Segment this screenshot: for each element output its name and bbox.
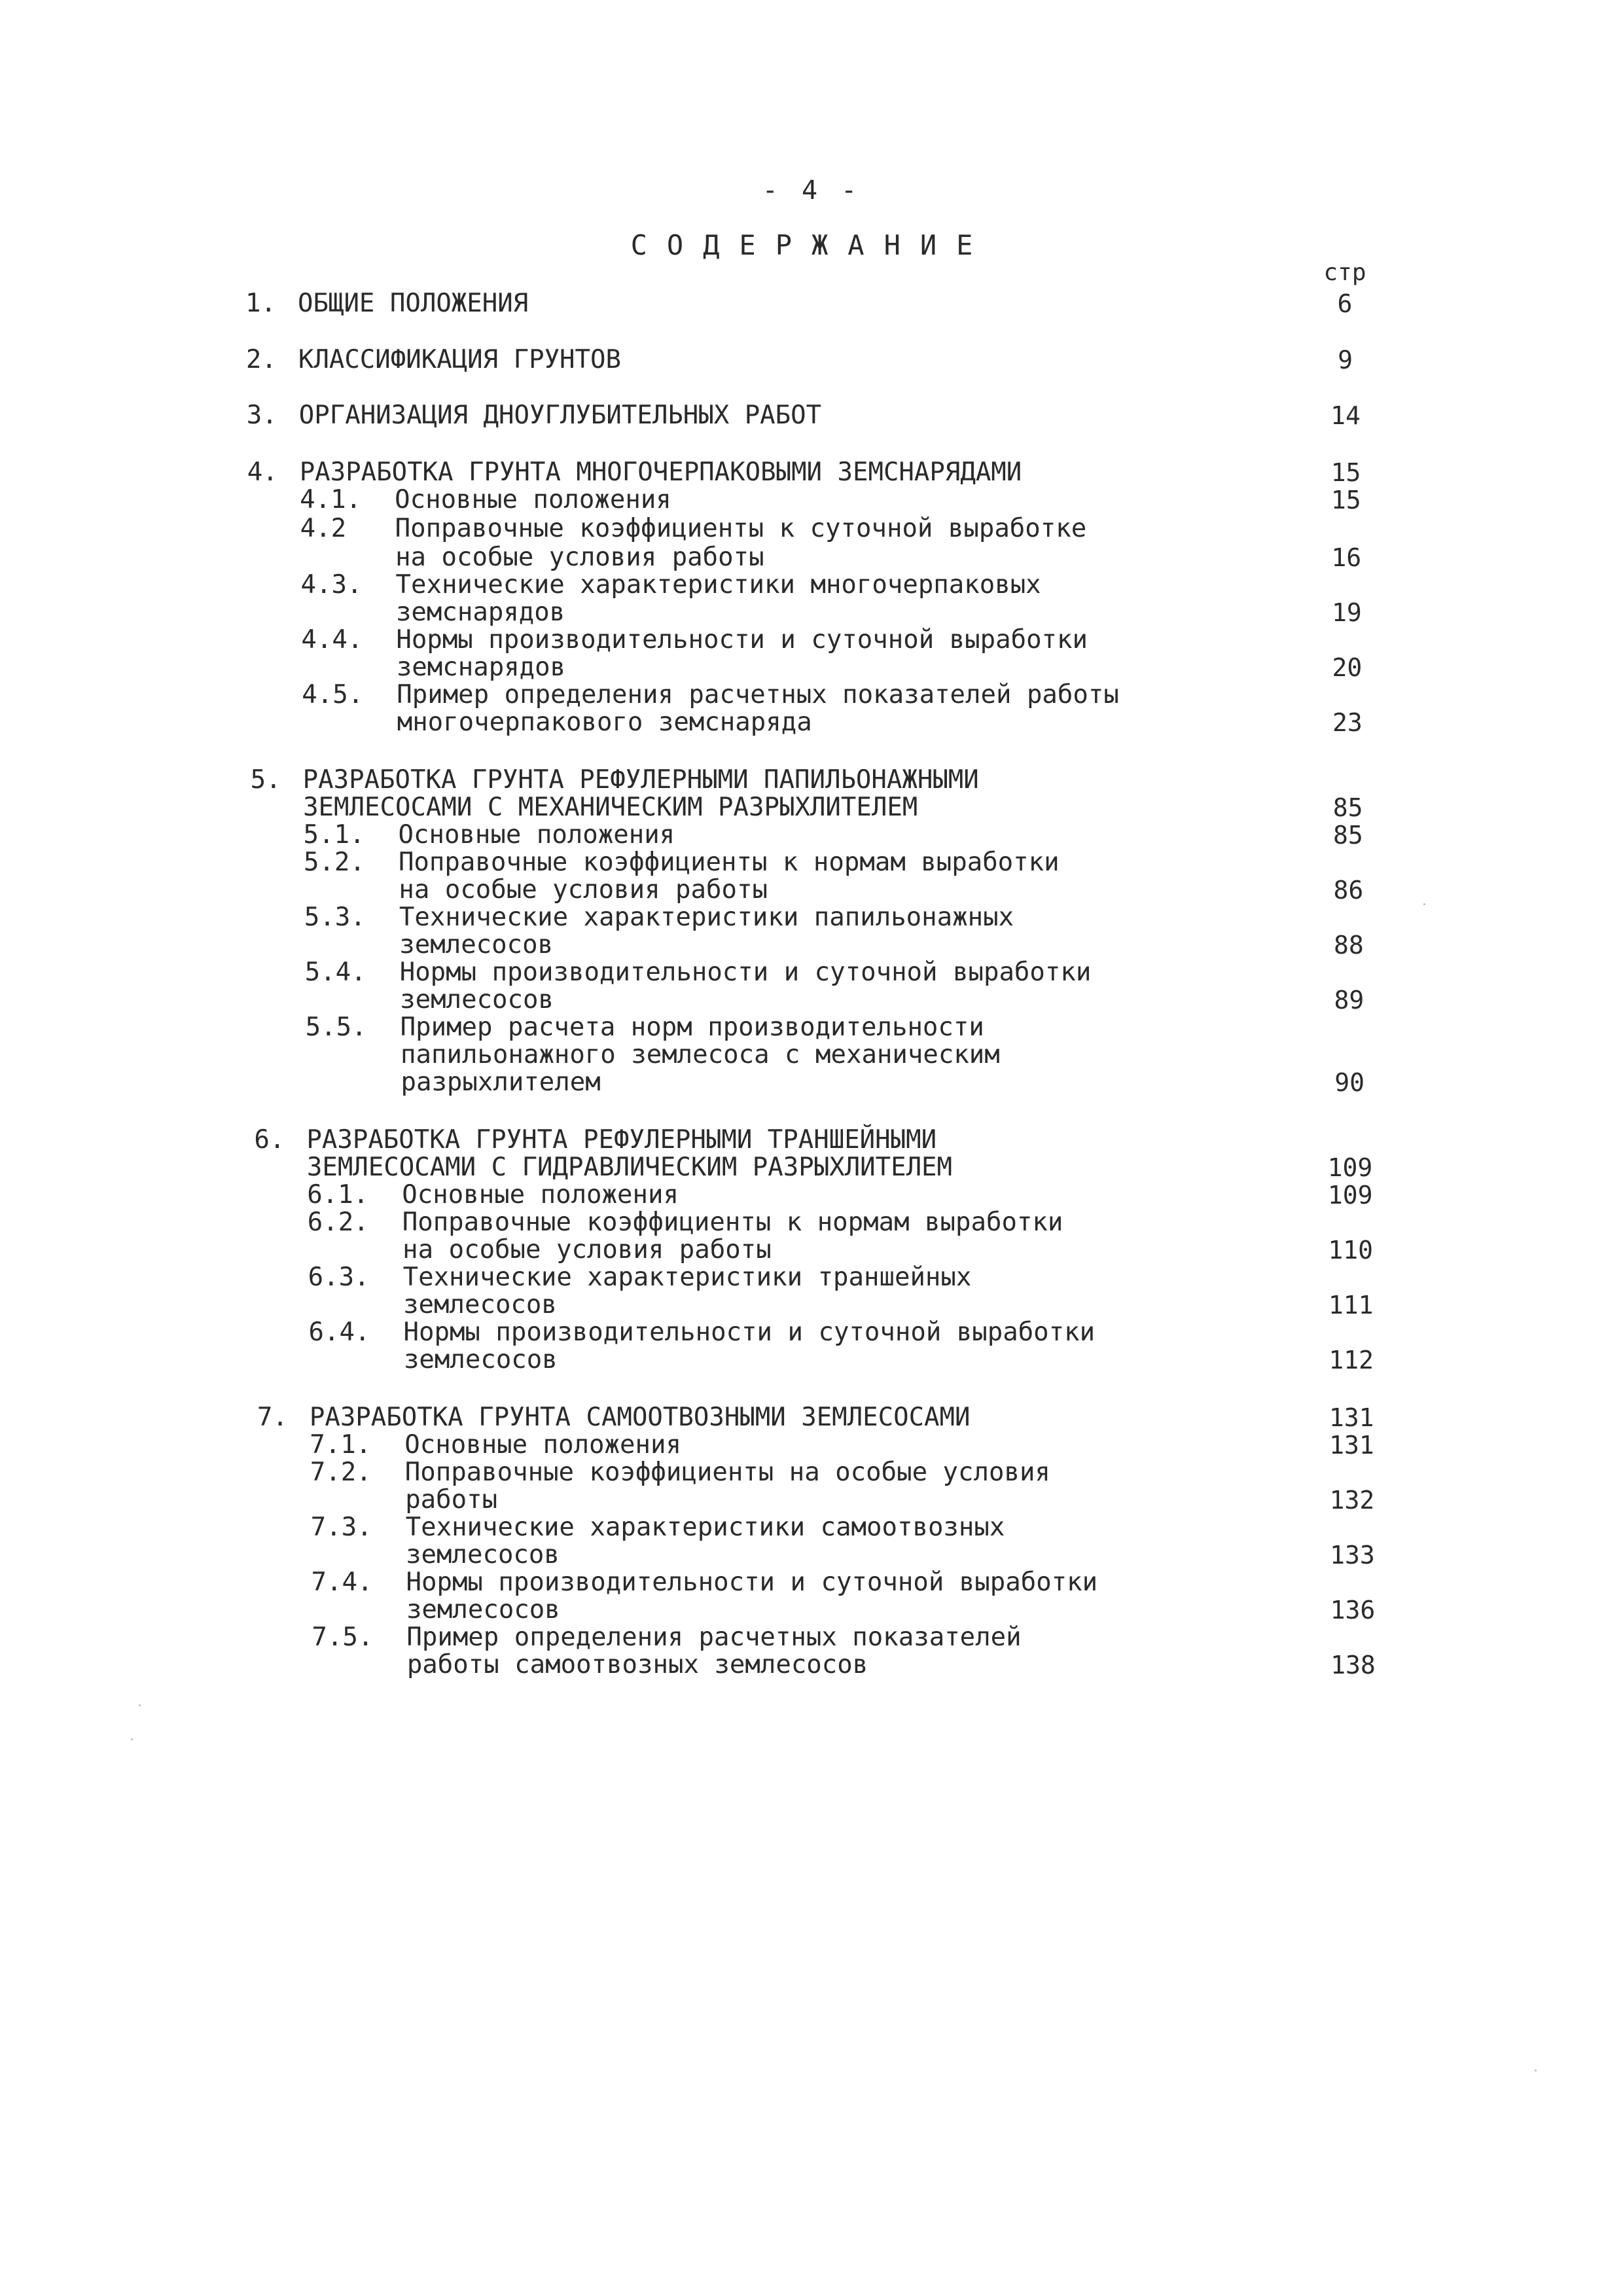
toc-entry-number: 4.3. (300, 570, 363, 600)
toc-entry-title: Пример определения расчетных показателей (406, 1623, 1022, 1652)
toc-entry (0, 1153, 1623, 1182)
toc-entry-page: 86 (1333, 876, 1364, 905)
toc-entry-number: 4.4. (301, 625, 363, 655)
toc-entry (0, 543, 1623, 572)
toc-entry-page: 131 (1329, 1403, 1374, 1432)
toc-entry-number: 1. (245, 289, 276, 318)
page-column-label: стр (1323, 259, 1366, 286)
toc-entry-number: 7.1. (310, 1430, 372, 1460)
toc-entry-page: 136 (1330, 1596, 1376, 1624)
toc-entry (0, 1013, 1623, 1042)
toc-entry-page: 6 (1337, 289, 1353, 318)
toc-entry-page: 89 (1334, 986, 1364, 1014)
toc-entry-title: Пример расчета норм производительности (400, 1013, 984, 1042)
toc-entry-number: 7.3. (310, 1513, 372, 1542)
toc-entry-page: 15 (1330, 486, 1361, 514)
toc-entry (0, 486, 1623, 514)
toc-entry-title: Технические характеристики самоотвозных (405, 1513, 1005, 1542)
toc-entry-title: многочерпакового земснаряда (397, 708, 812, 737)
toc-entry-number: 7.5. (312, 1623, 374, 1652)
toc-entry-title: Основные положения (402, 1180, 679, 1210)
toc-entry-title: Технические характеристики папильонажных (399, 903, 1014, 932)
toc-entry-title: разрыхлителем (401, 1067, 601, 1097)
toc-entry-title: Пример определения расчетных показателей работы (397, 680, 1119, 709)
toc-entry-title: ОРГАНИЗАЦИЯ ДНОУГЛУБИТЕЛЬНЫХ РАБОТ (298, 401, 822, 430)
toc-entry-title: на особые условия работы (395, 543, 764, 572)
toc-entry (0, 1181, 1623, 1210)
toc-entry-number: 7.2. (310, 1458, 372, 1487)
toc-entry (0, 401, 1623, 430)
toc-entry-title: Нормы производительности и суточной выработки (399, 958, 1092, 987)
toc-entry-number: 5. (250, 765, 281, 795)
toc-entry (0, 958, 1623, 987)
toc-entry (0, 571, 1623, 600)
toc-entry-number: 4.5. (302, 680, 364, 709)
toc-entry-title: Технические характеристики многочерпаковых (395, 570, 1041, 600)
toc-entry-title: Нормы производительности и суточной выработки (403, 1318, 1096, 1347)
toc-entry (0, 1403, 1623, 1432)
toc-entry (0, 458, 1623, 487)
toc-entry (0, 1236, 1623, 1265)
toc-entry-title: Поправочные коэффициенты к нормам выработки (402, 1208, 1063, 1237)
toc-entry-title: Основные положения (395, 485, 671, 514)
toc-entry-page: 138 (1330, 1651, 1376, 1679)
toc-entry-title: Поправочные коэффициенты к суточной выработке (395, 514, 1087, 543)
toc-entry-page: 19 (1331, 598, 1362, 627)
toc-entry-page: 15 (1330, 458, 1361, 487)
toc-entry-title: на особые условия работы (402, 1235, 772, 1265)
toc-entry (0, 1596, 1623, 1624)
toc-entry-number: 5.3. (304, 903, 366, 932)
scan-speck (131, 1738, 133, 1740)
toc-entry-title: Технические характеристики траншейных (402, 1263, 972, 1292)
toc-entry (0, 1318, 1623, 1347)
toc-entry (0, 1126, 1623, 1155)
toc-entry-page: 16 (1331, 543, 1362, 572)
toc-entry-number: 4.1. (300, 485, 362, 514)
toc-entry-title: Нормы производительности и суточной выработки (406, 1568, 1098, 1597)
toc-entry-page: 90 (1334, 1068, 1364, 1097)
toc-entry (0, 1486, 1623, 1515)
toc-entry-page: 132 (1329, 1486, 1375, 1515)
toc-entry-title: КЛАССИФИКАЦИЯ ГРУНТОВ (298, 345, 621, 374)
toc-entry-title: землесосов (400, 985, 554, 1014)
toc-entry-title: землесосов (403, 1345, 558, 1374)
toc-entry-page: 23 (1332, 708, 1363, 737)
toc-entry (0, 681, 1623, 709)
scan-speck (1535, 2070, 1537, 2072)
scan-speck (139, 1704, 141, 1706)
toc-entry-page: 109 (1327, 1181, 1373, 1210)
toc-entry (0, 903, 1623, 932)
toc-entry (0, 1513, 1623, 1542)
toc-entry-title: Поправочные коэффициенты к нормам выработки (398, 848, 1060, 877)
toc-entry-page: 20 (1332, 653, 1363, 682)
toc-entry-page: 88 (1333, 931, 1364, 960)
toc-entry (0, 598, 1623, 627)
toc-entry-page: 14 (1330, 401, 1361, 430)
toc-entry (0, 289, 1623, 318)
toc-entry-page: 85 (1332, 793, 1363, 822)
toc-entry-title: землесосов (399, 930, 554, 960)
toc-entry-page: 111 (1328, 1291, 1374, 1319)
toc-entry-title: работы (405, 1485, 498, 1515)
toc-entry (0, 1041, 1623, 1069)
toc-entry-page: 112 (1329, 1346, 1374, 1374)
toc-entry (0, 986, 1623, 1014)
toc-entry-title: землесосов (406, 1540, 560, 1570)
toc-entry-title: ЗЕМЛЕСОСАМИ С МЕХАНИЧЕСКИМ РАЗРЫХЛИТЕЛЕМ (303, 793, 918, 822)
toc-entry-title: РАЗРАБОТКА ГРУНТА МНОГОЧЕРПАКОВЫМИ ЗЕМСНАРЯДАМИ (299, 457, 1022, 487)
toc-entry (0, 1431, 1623, 1460)
toc-entry-number: 4.2 (300, 514, 347, 543)
toc-entry-title: Основные положения (398, 820, 675, 850)
toc-entry-title: Основные положения (404, 1430, 681, 1460)
toc-entry-title: земснарядов (395, 598, 565, 627)
toc-entry (0, 1623, 1623, 1652)
toc-entry-number: 6.3. (308, 1263, 370, 1292)
toc-entry (0, 766, 1623, 795)
toc-entry (0, 1263, 1623, 1292)
toc-entry (0, 1291, 1623, 1319)
toc-entry-number: 6. (254, 1125, 285, 1155)
toc-entry (0, 653, 1623, 682)
toc-entry-title: земснарядов (396, 653, 566, 682)
toc-entry (0, 1208, 1623, 1237)
toc-title: СОДЕРЖАНИЕ (630, 229, 993, 261)
toc-entry-number: 3. (246, 401, 277, 430)
toc-entry-page: 133 (1330, 1541, 1375, 1570)
toc-entry-title: на особые условия работы (399, 875, 768, 905)
toc-entry-title: РАЗРАБОТКА ГРУНТА САМООТВОЗНЫМИ ЗЕМЛЕСОСАМИ (309, 1403, 971, 1432)
toc-entry-number: 5.1. (303, 820, 365, 850)
toc-entry-page: 131 (1329, 1431, 1374, 1460)
toc-entry (0, 931, 1623, 960)
toc-entry-number: 6.4. (308, 1318, 370, 1347)
toc-entry-title: РАЗРАБОТКА ГРУНТА РЕФУЛЕРНЫМИ ТРАНШЕЙНЫМИ (306, 1125, 937, 1155)
toc-entry-number: 7. (257, 1403, 288, 1432)
toc-entry (0, 626, 1623, 655)
toc-entry-page: 110 (1328, 1236, 1373, 1265)
toc-entry (0, 876, 1623, 905)
toc-entry-number: 4. (247, 457, 278, 487)
toc-entry-title: работы самоотвозных землесосов (406, 1650, 868, 1679)
toc-entry-title: РАЗРАБОТКА ГРУНТА РЕФУЛЕРНЫМИ ПАПИЛЬОНАЖНЫМИ (302, 765, 979, 795)
toc-entry (0, 514, 1623, 543)
toc-entry (0, 1568, 1623, 1597)
toc-entry-title: Нормы производительности и суточной выработки (396, 625, 1088, 655)
toc-entry-number: 5.2. (303, 848, 365, 877)
toc-entry (0, 1068, 1623, 1097)
toc-entry-title: Поправочные коэффициенты на особые условия (404, 1458, 1050, 1487)
toc-entry-number: 2. (245, 345, 277, 374)
toc-entry (0, 793, 1623, 822)
toc-entry-page: 9 (1338, 346, 1353, 374)
toc-entry-page: 109 (1327, 1153, 1373, 1182)
toc-entry-number: 7.4. (311, 1568, 373, 1597)
toc-entry (0, 1458, 1623, 1487)
toc-entry-title: ОБЩИЕ ПОЛОЖЕНИЯ (298, 289, 529, 318)
toc-entry (0, 848, 1623, 877)
toc-entry-title: землесосов (403, 1290, 557, 1319)
toc-entry (0, 708, 1623, 737)
toc-entry (0, 1541, 1623, 1570)
page-number: - 4 - (762, 175, 861, 206)
toc-entry-number: 5.4. (304, 958, 366, 987)
toc-entry-title: землесосов (406, 1595, 560, 1624)
toc-entry-number: 6.1. (307, 1180, 369, 1210)
toc-entry (0, 821, 1623, 850)
toc-entry-title: папильонажного землесоса с механическим (401, 1040, 1000, 1069)
toc-entry-title: ЗЕМЛЕСОСАМИ С ГИДРАВЛИЧЕСКИМ РАЗРЫХЛИТЕЛЕМ (306, 1153, 953, 1182)
toc-entry (0, 346, 1623, 374)
toc-entry-number: 6.2. (307, 1208, 369, 1237)
toc-entry-number: 5.5. (305, 1013, 367, 1042)
scan-speck (1423, 903, 1425, 905)
toc-entry-page: 85 (1332, 821, 1363, 850)
toc-entry (0, 1651, 1623, 1679)
toc-entry (0, 1346, 1623, 1374)
